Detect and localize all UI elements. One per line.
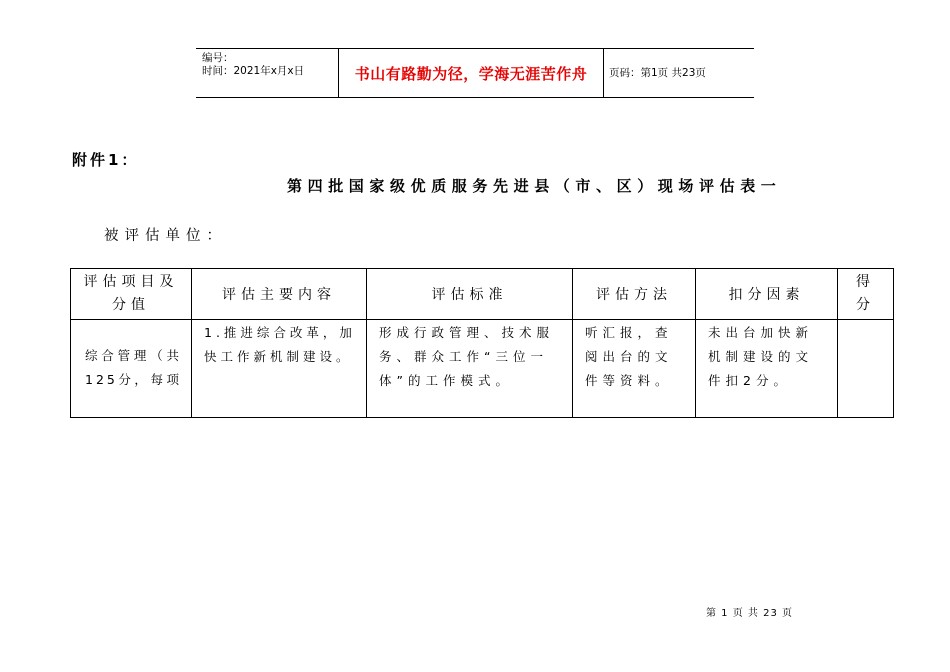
cell-standard: 形成行政管理、技术服务、群众工作“三位一体”的工作模式。 [367,320,573,418]
page-label: 页码：第1页 共23页 [609,66,706,79]
number-label: 编号： [202,52,234,64]
cell-content: 1.推进综合改革，加快工作新机制建设。 [192,320,367,418]
table-header-row [71,269,894,320]
page-footer: 第 1 页 共 23 页 [706,608,793,619]
header-score [838,269,894,320]
header-motto-cell [338,49,604,97]
header-page-cell [603,49,754,97]
page-title: 第四批国家级优质服务先进县（市、区）现场评估表一 [287,177,782,195]
evaluated-unit-label: 被评估单位： [104,228,227,244]
document-header [196,48,754,98]
header-project-label: 评估项目及分值 [83,274,179,313]
header-method: 评估方法 [573,269,696,320]
cell-score [838,320,894,418]
cell-deduction: 未出台加快新机制建设的文件扣2分。 [696,320,838,418]
cell-project: 综合管理（共125分，每项 [71,320,192,418]
header-project [71,269,192,320]
evaluation-table [70,268,894,418]
header-deduction: 扣分因素 [696,269,838,320]
header-content: 评估主要内容 [192,269,367,320]
header-score-label: 得分 [856,274,875,313]
header-meta [196,49,338,97]
attachment-label: 附件1： [72,151,140,169]
cell-method: 听汇报，查阅出台的文件等资料。 [573,320,696,418]
motto: 书山有路勤为径，学海无涯苦作舟 [354,64,588,83]
table-row [71,320,894,418]
header-standard: 评估标准 [367,269,573,320]
time-label: 时间：2021年x月x日 [202,65,305,77]
